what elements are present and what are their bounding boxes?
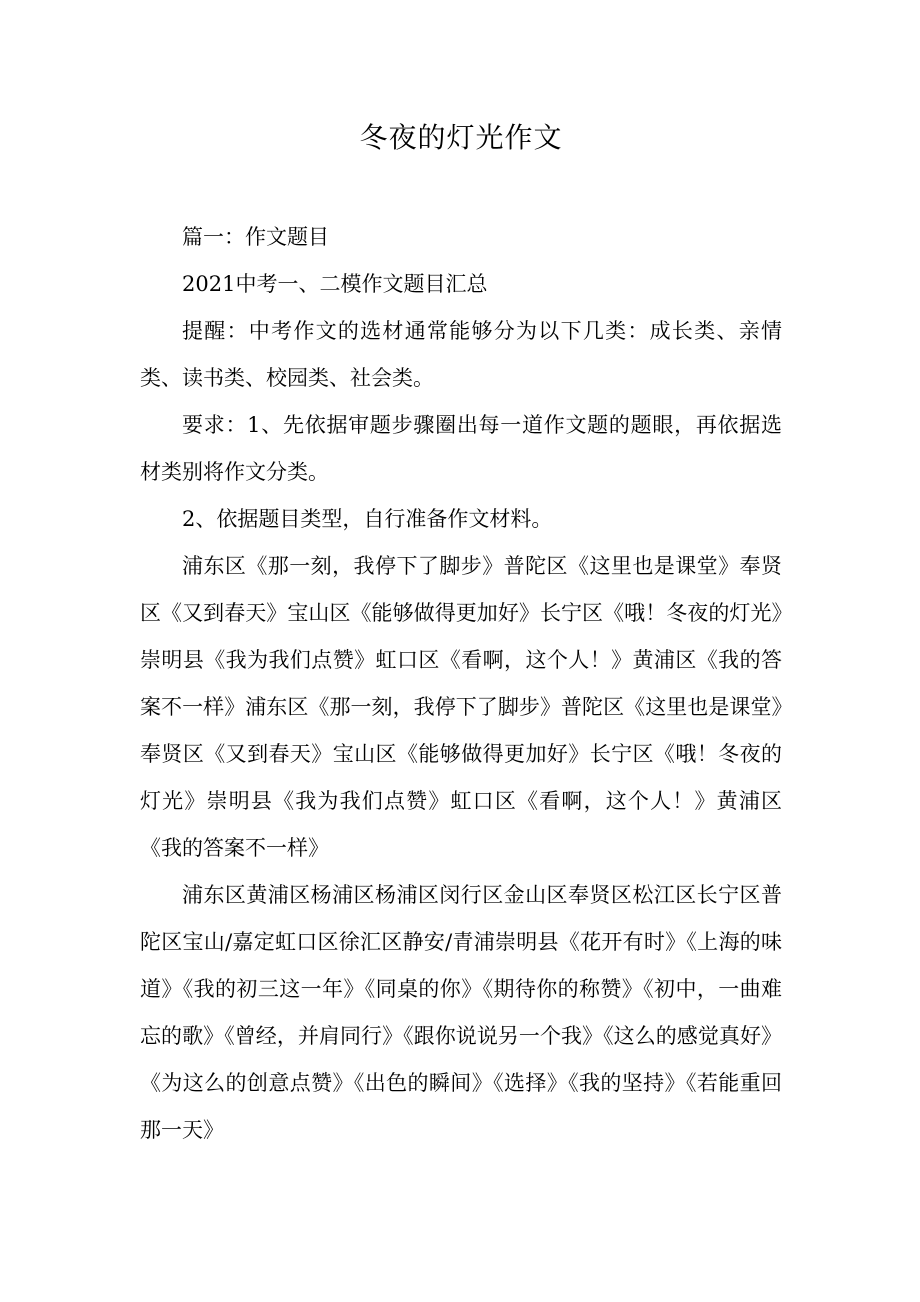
- paragraph-reminder: 提醒：中考作文的选材通常能够分为以下几类：成长类、亲情类、读书类、校园类、社会类。: [140, 319, 782, 390]
- paragraph-requirement-1: 要求：1、先依据审题步骤圈出每一道作文题的题眼，再依据选材类别将作文分类。: [140, 413, 782, 484]
- paragraph-districts-list: 浦东区黄浦区杨浦区杨浦区闵行区金山区奉贤区松江区长宁区普陀区宝山/嘉定虹口区徐汇区静安/青浦崇明县《花开有时》《上海的味道》《我的初三这一年》《同桌的你》《期待你的称赞》《初中，一曲难忘的歌》《曾经，并肩同行》《跟你说说另一个我》《这么的感觉真好》《为这么的创意点赞》《出色的瞬间》《选择》《我的坚持》《若能重回那一天》: [140, 883, 782, 1142]
- paragraph-topics-list: 浦东区《那一刻，我停下了脚步》普陀区《这里也是课堂》奉贤区《又到春天》宝山区《能够做得更加好》长宁区《哦！冬夜的灯光》崇明县《我为我们点赞》虹口区《看啊，这个人！》黄浦区《我的答案不一样》浦东区《那一刻，我停下了脚步》普陀区《这里也是课堂》奉贤区《又到春天》宝山区《能够做得更加好》长宁区《哦！冬夜的灯光》崇明县《我为我们点赞》虹口区《看啊，这个人！》黄浦区《我的答案不一样》: [140, 554, 782, 860]
- paragraph-subtitle: 2021中考一、二模作文题目汇总: [182, 272, 488, 296]
- paragraph-requirement-2: 2、依据题目类型，自行准备作文材料。: [182, 507, 553, 531]
- paragraph-section-heading: 篇一：作文题目: [182, 225, 329, 249]
- document-title: 冬夜的灯光作文: [359, 121, 563, 154]
- document-page: [140, 0, 782, 1154]
